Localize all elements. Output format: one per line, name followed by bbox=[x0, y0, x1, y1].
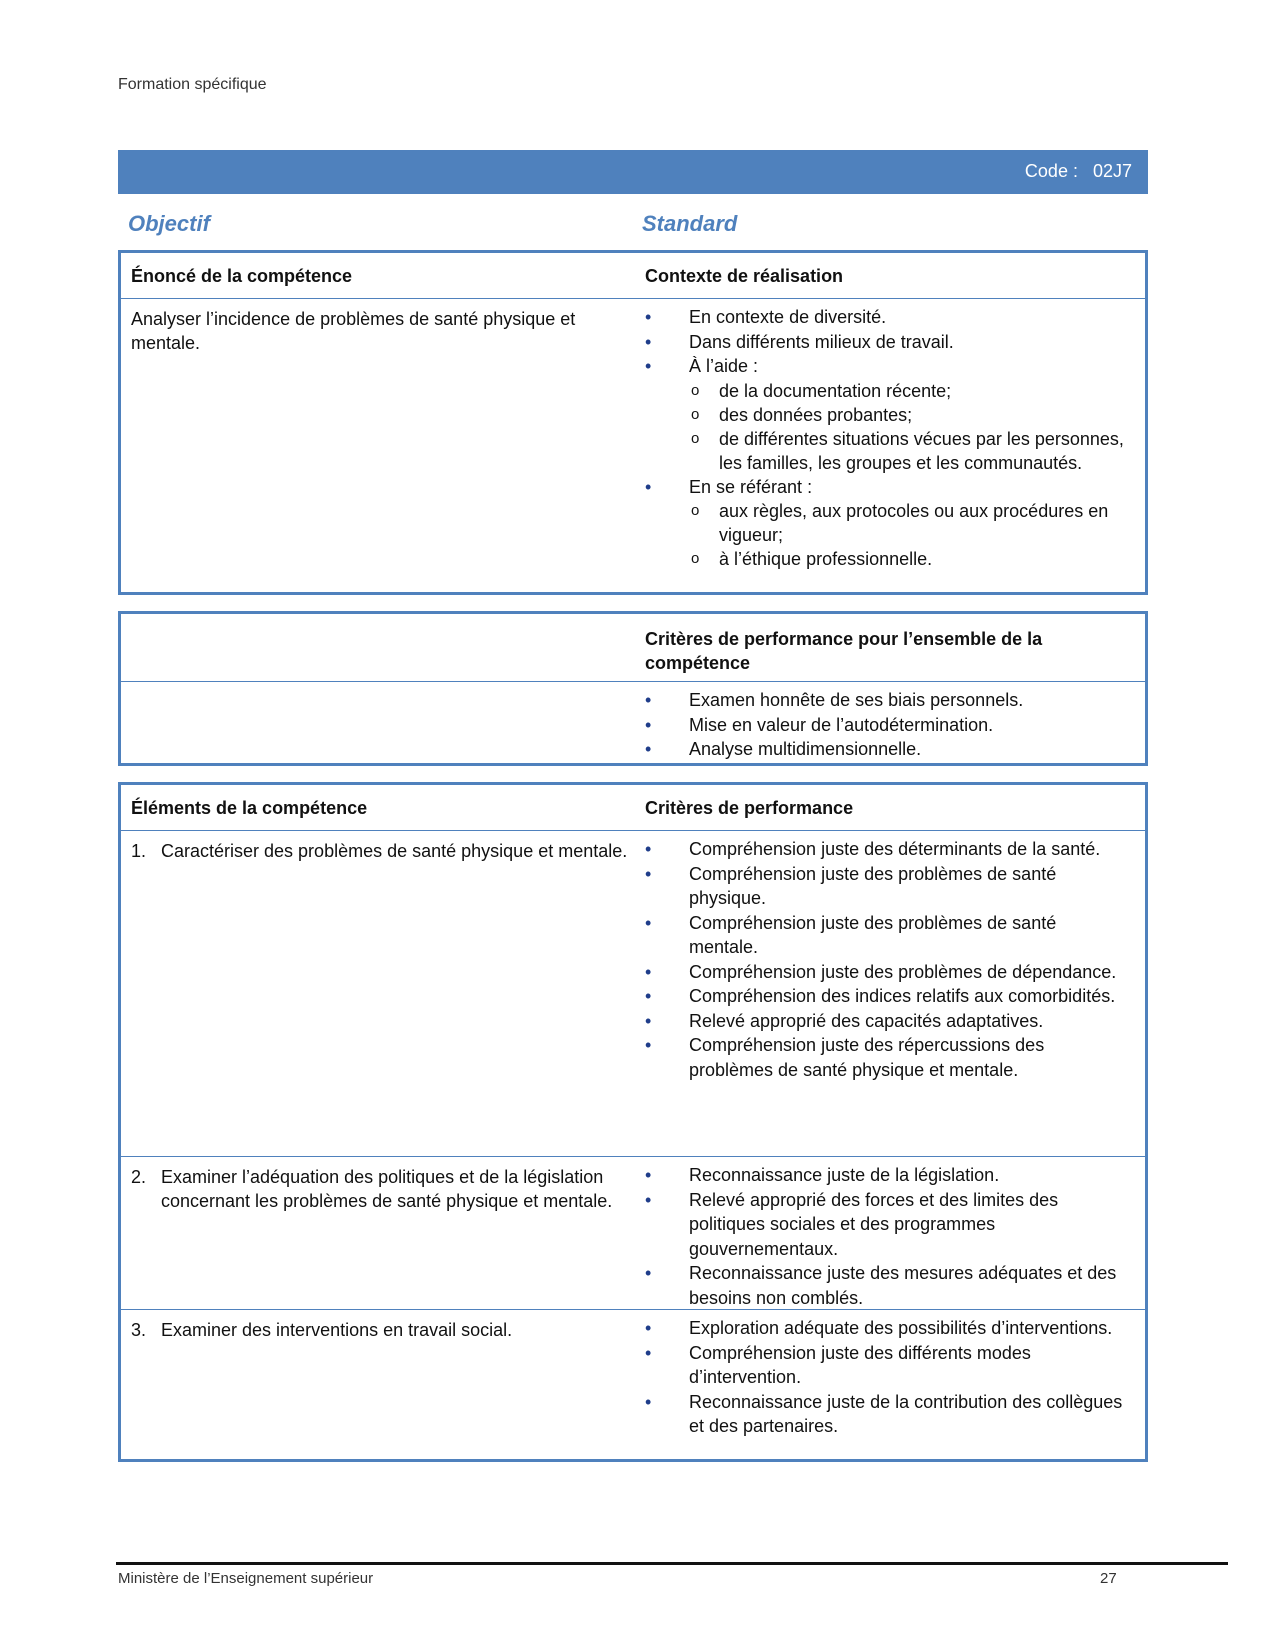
critere-item: • Reconnaissance juste de la contribution des collègues et des partenaires. bbox=[645, 1390, 1125, 1439]
footer-ministry: Ministère de l’Enseignement supérieur bbox=[118, 1570, 374, 1587]
objectif-title: Objectif bbox=[128, 211, 210, 236]
enonce-text: Analyser l’incidence de problèmes de santé physique et mentale. bbox=[131, 309, 576, 353]
element-number: 3. bbox=[131, 1320, 147, 1340]
contexte-subitem: o à l’éthique professionnelle. bbox=[689, 547, 1125, 571]
element-row bbox=[121, 1156, 1145, 1309]
element-criteres-list bbox=[645, 1163, 1125, 1310]
contexte-subitem: o de la documentation récente; bbox=[689, 379, 1125, 403]
competence-code: Code : 02J7 bbox=[1024, 161, 1132, 181]
contexte-subitem: o aux règles, aux protocoles ou aux procédures en vigueur; bbox=[689, 499, 1125, 547]
criteres-ensemble-heading: Critères de performance pour l’ensemble de la compétence bbox=[645, 629, 1043, 673]
contexte-list bbox=[645, 305, 1125, 571]
critere-item: • Analyse multidimensionnelle. bbox=[645, 737, 1125, 762]
critere-item: • Relevé approprié des capacités adaptatives. bbox=[645, 1009, 1125, 1034]
contexte-subitem: o de différentes situations vécues par les personnes, les familles, les groupes et les communautés. bbox=[689, 427, 1125, 475]
standard-title: Standard bbox=[642, 211, 738, 236]
critere-item: • Compréhension juste des répercussions des problèmes de santé physique et mentale. bbox=[645, 1033, 1125, 1082]
critere-item: • Compréhension des indices relatifs aux comorbidités. bbox=[645, 984, 1125, 1009]
element-criteres-list bbox=[645, 837, 1125, 1082]
contexte-heading: Contexte de réalisation bbox=[645, 266, 844, 286]
element-criteres-list bbox=[645, 1316, 1125, 1439]
element-item bbox=[131, 1165, 631, 1213]
competence-statement-box bbox=[118, 250, 1148, 595]
criteres-ensemble-box bbox=[118, 611, 1148, 766]
critere-item: • Compréhension juste des problèmes de dépendance. bbox=[645, 960, 1125, 985]
contexte-item: • Dans différents milieux de travail. bbox=[645, 330, 1125, 355]
element-row bbox=[121, 1309, 1145, 1459]
running-header: Formation spécifique bbox=[118, 76, 267, 93]
page-number: 27 bbox=[1100, 1570, 1117, 1587]
elements-heading: Éléments de la compétence bbox=[131, 798, 368, 818]
element-text: Caractériser des problèmes de santé physique et mentale. bbox=[161, 841, 628, 861]
element-text: Examiner des interventions en travail social. bbox=[161, 1320, 513, 1340]
critere-item: • Examen honnête de ses biais personnels. bbox=[645, 688, 1125, 713]
critere-item: • Compréhension juste des déterminants de la santé. bbox=[645, 837, 1125, 862]
element-text: Examiner l’adéquation des politiques et de la législation concernant les problèmes de santé physique et mentale. bbox=[161, 1167, 613, 1211]
criteres-heading: Critères de performance bbox=[645, 798, 854, 818]
critere-item: • Reconnaissance juste des mesures adéquates et des besoins non comblés. bbox=[645, 1261, 1125, 1310]
element-item bbox=[131, 1318, 631, 1342]
elements-box bbox=[118, 782, 1148, 1462]
critere-item: • Exploration adéquate des possibilités d’interventions. bbox=[645, 1316, 1125, 1341]
element-item bbox=[131, 839, 631, 863]
footer-rule bbox=[116, 1562, 1228, 1565]
critere-item: • Relevé approprié des forces et des limites des politiques sociales et des programmes gouvernementaux. bbox=[645, 1188, 1125, 1262]
criteres-ensemble-list bbox=[645, 688, 1125, 762]
contexte-item: • En se référant : o aux règles, aux protocoles ou aux procédures en vigueur; o à l’éthique professionnelle. bbox=[645, 475, 1125, 572]
element-number: 2. bbox=[131, 1167, 147, 1187]
contexte-item: • À l’aide : o de la documentation récente; o des données probantes; o de différentes situations vécues par les personnes, les familles, les groupes et les communautés. bbox=[645, 354, 1125, 475]
contexte-subitem: o des données probantes; bbox=[689, 403, 1125, 427]
critere-item: • Reconnaissance juste de la législation. bbox=[645, 1163, 1125, 1188]
code-band bbox=[118, 150, 1148, 194]
element-row bbox=[121, 830, 1145, 1156]
element-number: 1. bbox=[131, 841, 147, 861]
critere-item: • Compréhension juste des différents modes d’intervention. bbox=[645, 1341, 1125, 1390]
critere-item: • Compréhension juste des problèmes de santé physique. bbox=[645, 862, 1125, 911]
critere-item: • Mise en valeur de l’autodétermination. bbox=[645, 713, 1125, 738]
critere-item: • Compréhension juste des problèmes de santé mentale. bbox=[645, 911, 1125, 960]
contexte-item: • En contexte de diversité. bbox=[645, 305, 1125, 330]
enonce-heading: Énoncé de la compétence bbox=[131, 266, 353, 286]
